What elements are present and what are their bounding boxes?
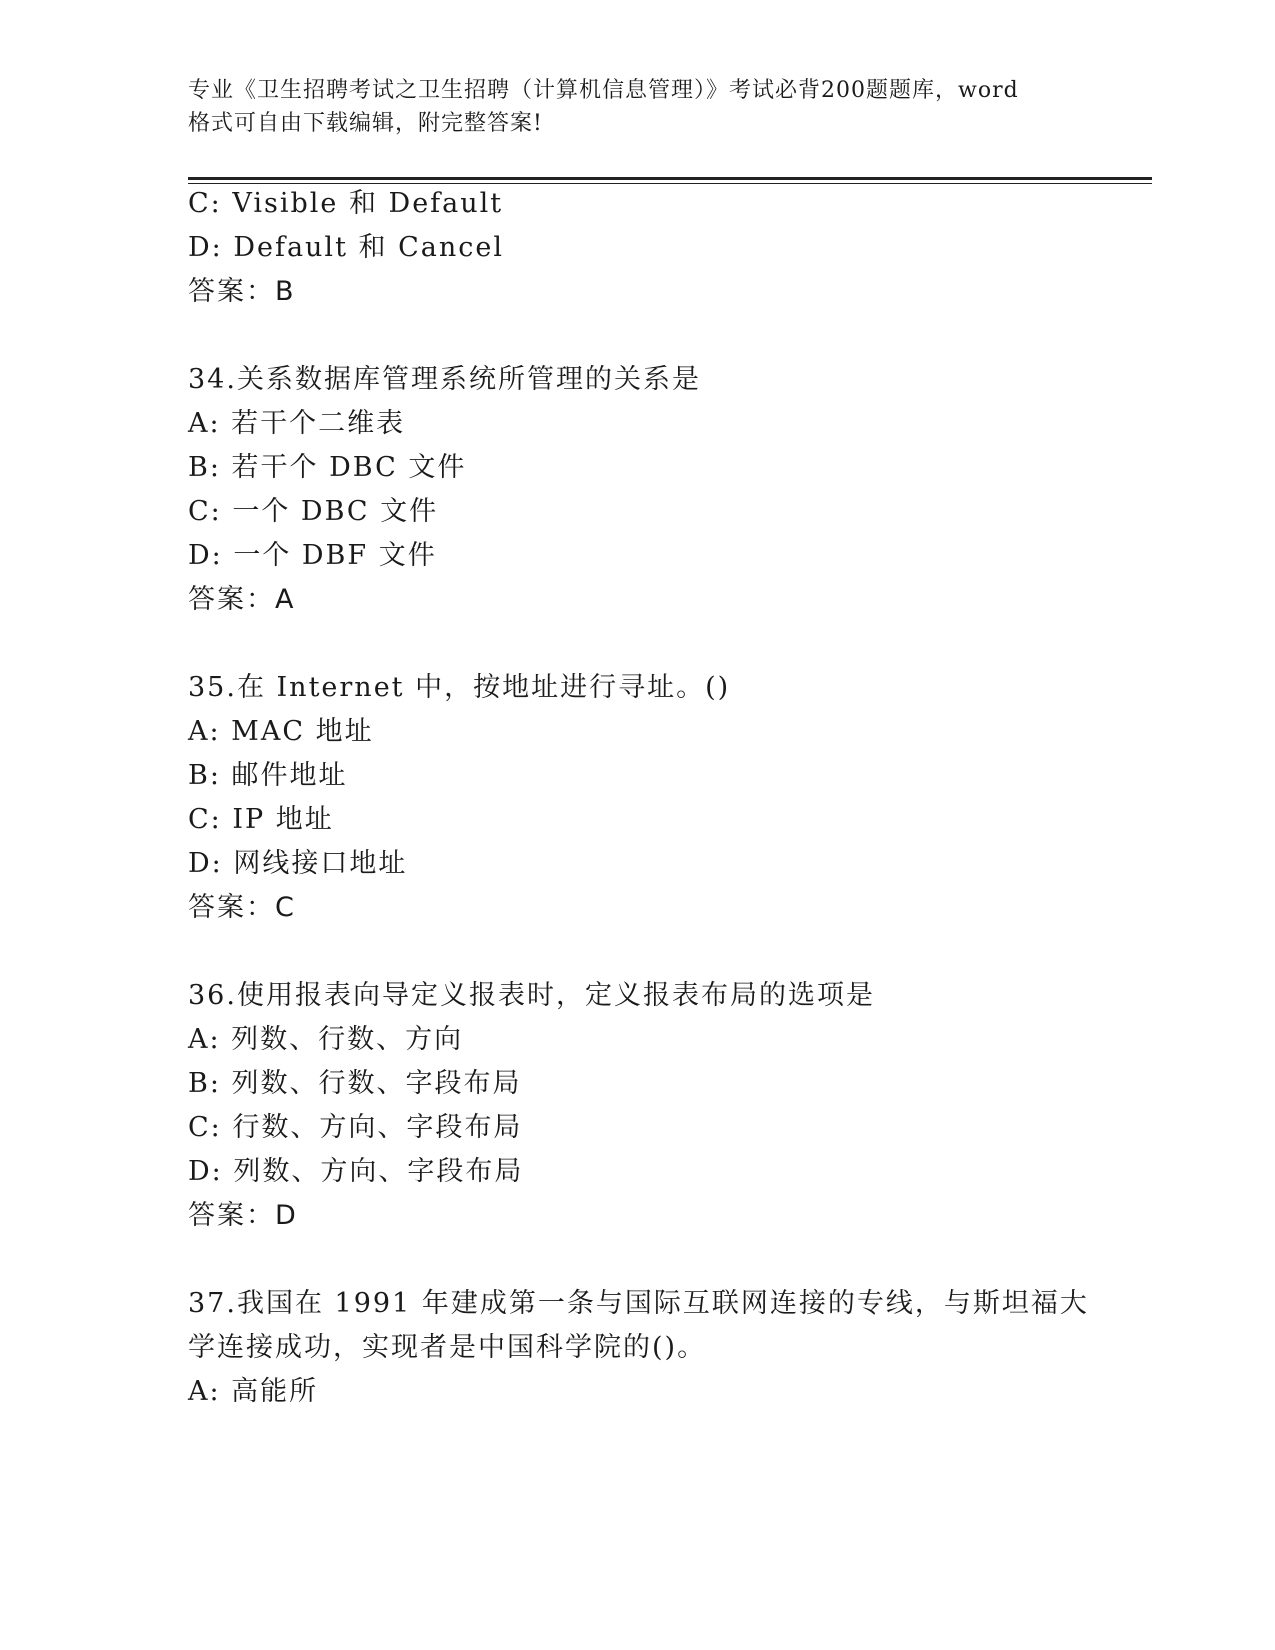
header-divider-thick bbox=[188, 177, 1152, 180]
question-36-option-c: C: 行数、方向、字段布局 bbox=[188, 1112, 523, 1143]
question-34-answer: 答案：A bbox=[188, 584, 296, 615]
question-35-option-b: B: 邮件地址 bbox=[188, 760, 348, 791]
question-34-option-c: C: 一个 DBC 文件 bbox=[188, 496, 439, 527]
carryover-option-c: C: Visible 和 Default bbox=[188, 188, 504, 219]
question-36-answer: 答案：D bbox=[188, 1200, 298, 1231]
question-37-stem-line-1: 37.我国在 1991 年建成第一条与国际互联网连接的专线，与斯坦福大 bbox=[188, 1288, 1089, 1319]
question-36-option-a: A: 列数、行数、方向 bbox=[188, 1024, 464, 1055]
question-37-option-a: A: 高能所 bbox=[188, 1376, 319, 1407]
carryover-answer: 答案：B bbox=[188, 276, 296, 307]
document-header bbox=[188, 74, 1108, 140]
question-35-stem: 35.在 Internet 中，按地址进行寻址。() bbox=[188, 672, 731, 703]
document-title-line-2: 格式可自由下载编辑，附完整答案! bbox=[188, 111, 543, 136]
question-35-answer: 答案：C bbox=[188, 892, 296, 923]
question-35-option-d: D: 网线接口地址 bbox=[188, 848, 408, 879]
question-34-stem: 34.关系数据库管理系统所管理的关系是 bbox=[188, 364, 701, 395]
question-37-stem-line-2: 学连接成功，实现者是中国科学院的()。 bbox=[188, 1332, 707, 1363]
question-35-option-a: A: MAC 地址 bbox=[188, 716, 374, 747]
question-36-stem: 36.使用报表向导定义报表时，定义报表布局的选项是 bbox=[188, 980, 875, 1011]
document-title-line-1: 专业《卫生招聘考试之卫生招聘（计算机信息管理）》考试必背200题题库，word bbox=[188, 78, 1019, 103]
carryover-option-d: D: Default 和 Cancel bbox=[188, 232, 504, 263]
question-34-option-b: B: 若干个 DBC 文件 bbox=[188, 452, 467, 483]
question-34-option-a: A: 若干个二维表 bbox=[188, 408, 406, 439]
question-35-option-c: C: IP 地址 bbox=[188, 804, 334, 835]
question-34-option-d: D: 一个 DBF 文件 bbox=[188, 540, 437, 571]
header-divider-thin bbox=[188, 183, 1152, 184]
question-36-option-b: B: 列数、行数、字段布局 bbox=[188, 1068, 522, 1099]
question-36-option-d: D: 列数、方向、字段布局 bbox=[188, 1156, 524, 1187]
